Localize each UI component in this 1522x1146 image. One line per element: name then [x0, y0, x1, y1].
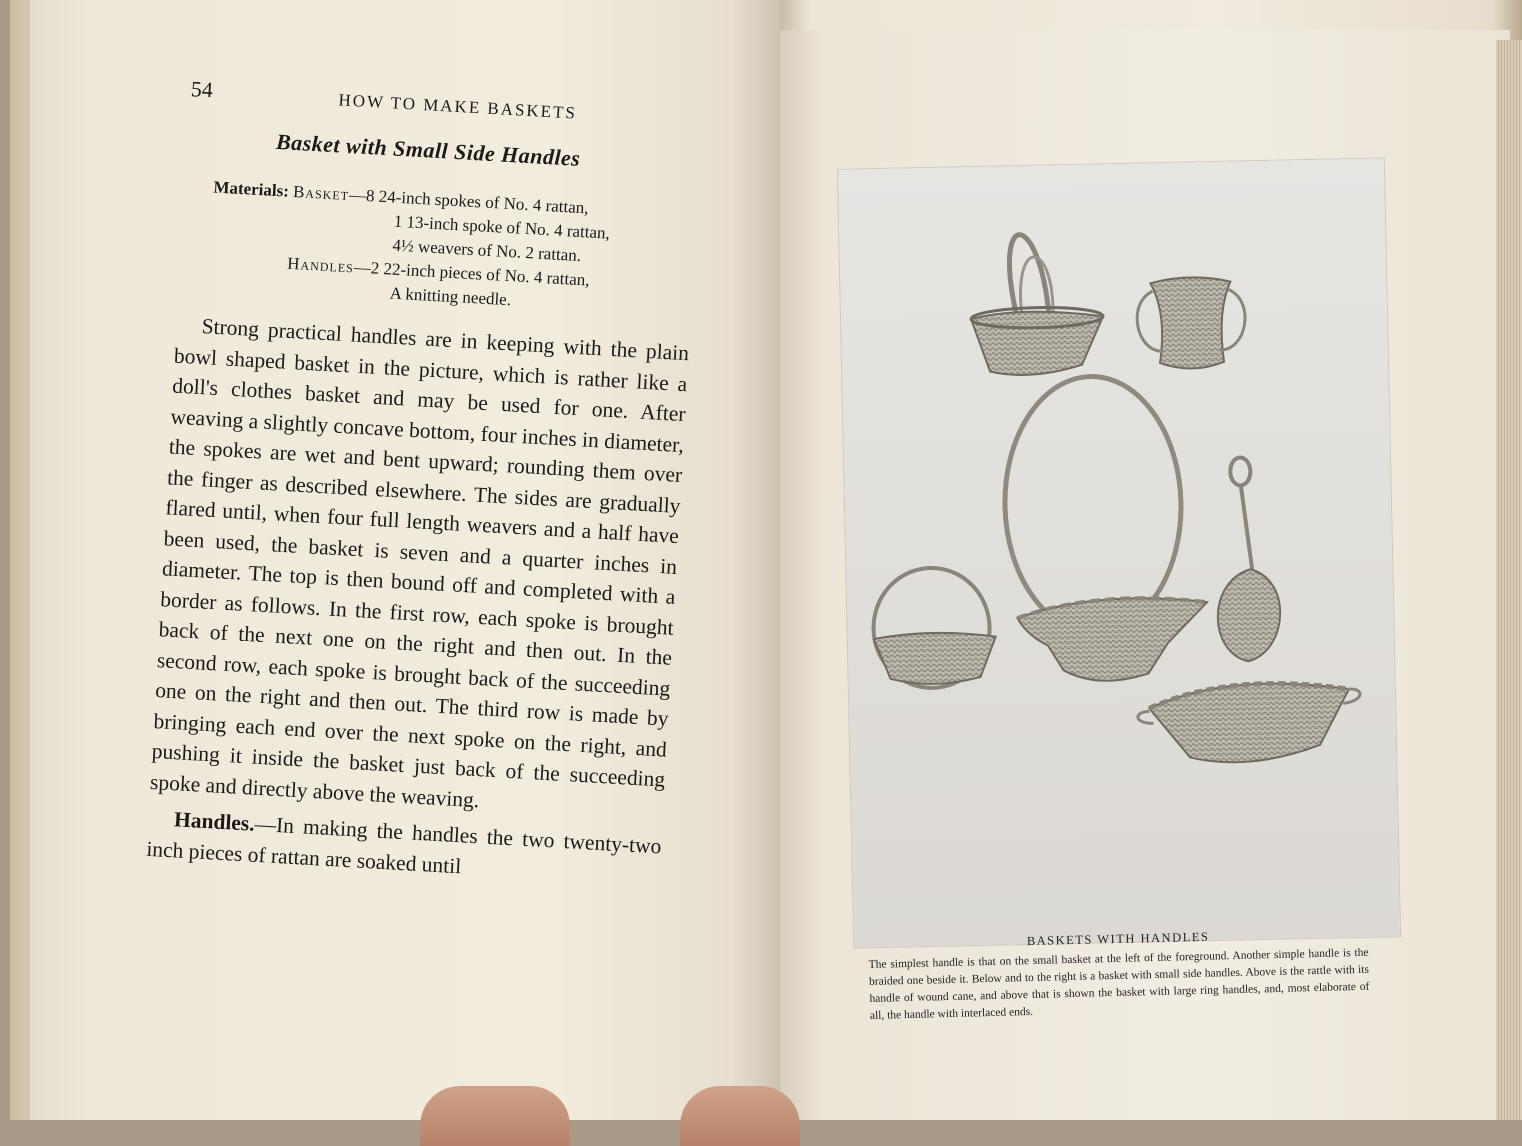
body-text [145, 310, 690, 899]
page-edges [1496, 40, 1522, 1120]
caption-title: BASKETS WITH HANDLES [1026, 929, 1210, 949]
basket-photo-plate [838, 158, 1400, 947]
thumb-right [680, 1086, 800, 1146]
materials-item-1: —8 24-inch spokes of No. 4 rattan, [348, 185, 590, 218]
baskets-illustration [838, 158, 1400, 947]
body-paragraph: Strong practical handles are in keeping with the plain bowl shaped basket in the picture, which is rather like a doll's clothes basket and may be used for one. After weaving a slightly concave bottom, four inches in diameter, the spokes are wet and bent upward; rounding them over the finger as described elsewhere. The sides are gradually flared until, when four full length weavers and a half have been used, the basket is seven and a quarter inches in diameter. The top is then bound off and completed with a border as follows. In the first row, each spoke is brought back of the next one on the right and then out. In the second row, each spoke is brought back of the succeeding one on the right and then out. The third row is made by bringing each end over the next spoke on the right, and pushing it inside the basket just back of the succeeding spoke and directly above the weaving. [149, 314, 690, 812]
handles-heading: Handles. [173, 807, 256, 836]
basket-tall-handle [969, 233, 1104, 376]
rattle-wound-handle [1215, 457, 1282, 662]
running-head: HOW TO MAKE BASKETS [338, 90, 578, 123]
basket-label: Basket [292, 181, 350, 205]
handles-text: —In making the handles the two twenty-two inch pieces of rattan are soaked until [145, 811, 663, 878]
materials-label: Materials: [212, 177, 290, 201]
basket-small-side-handles [1137, 682, 1361, 765]
materials-item-5: A knitting needle. [389, 283, 512, 310]
handles-label: Handles [286, 253, 355, 277]
materials-item-3: 4½ weavers of No. 2 rattan. [392, 235, 582, 266]
caption-text: The simplest handle is that on the small basket at the left of the foreground. Another simple handle is the braided one beside it. Below and to the right is a basket with small side handles. Above is the rattle with its handle of wound cane, and above that is shown the basket with large ring handles, and, most elaborate of all, the handle with interlaced ends. [868, 946, 1370, 1022]
basket-large-ring-handle [1002, 374, 1208, 683]
materials-item-2: 1 13-inch spoke of No. 4 rattan, [393, 211, 611, 243]
basket-simple-handle [872, 567, 996, 690]
materials-item-4: —2 22-inch pieces of No. 4 rattan, [353, 257, 591, 290]
basket-vase-side-handles [1136, 276, 1246, 369]
thumb-left [420, 1086, 570, 1146]
section-title: Basket with Small Side Handles [275, 128, 582, 171]
plate-caption [868, 926, 1370, 1025]
page-number: 54 [190, 76, 214, 103]
